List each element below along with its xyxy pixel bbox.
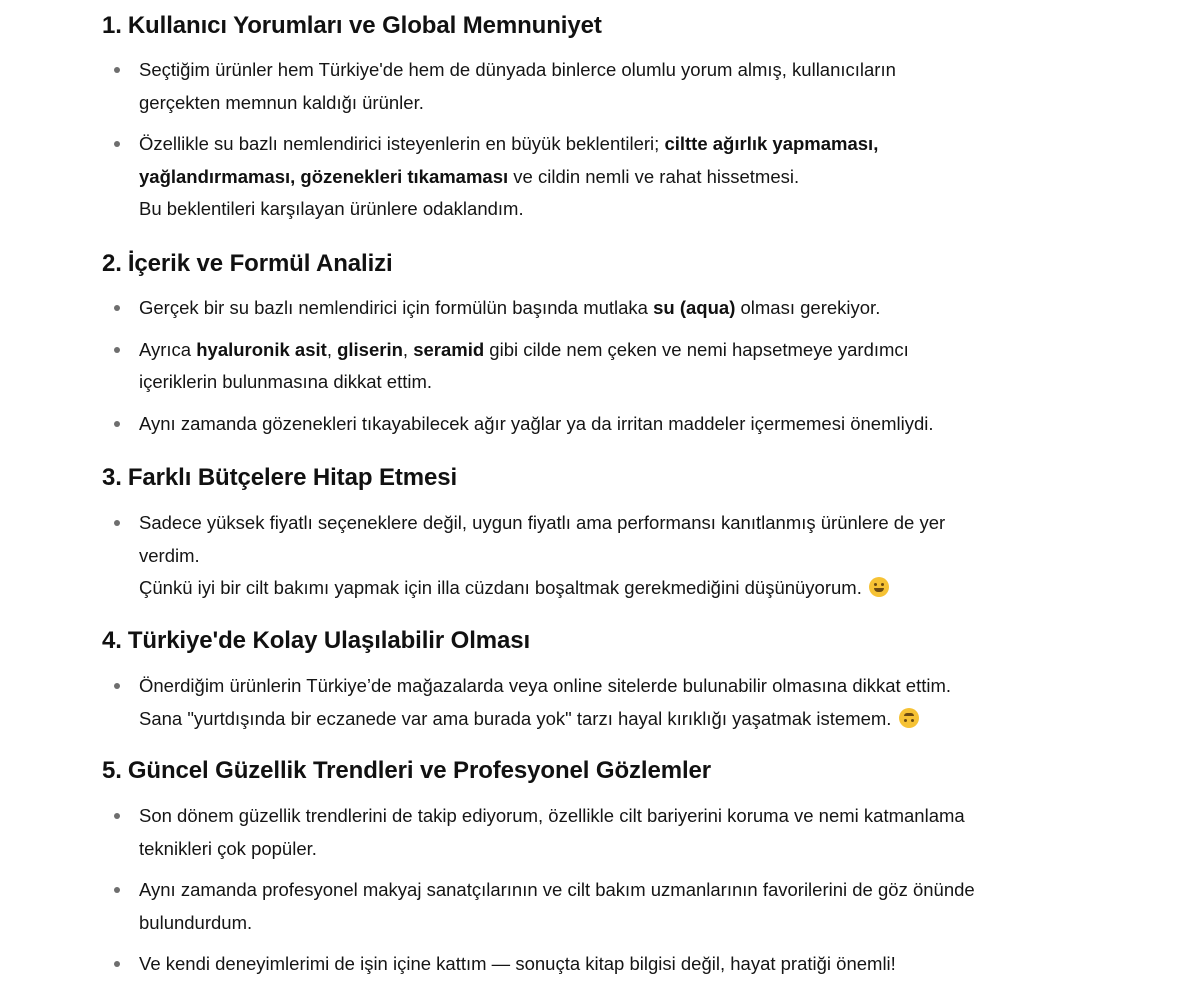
list-item <box>102 670 951 735</box>
bullet-list <box>102 670 951 735</box>
section-title: Farklı Bütçelere Hitap Etmesi <box>127 464 458 491</box>
list-item-text: Gerçek bir su bazlı nemlendirici için formülün başında mutlaka <box>139 297 654 318</box>
list-item-text: Sana "yurtdışında bir eczanede var ama burada yok" tarzı hayal kırıklığı yaşatmak istemem. <box>139 707 892 729</box>
list-item-text: teknikleri çok popüler. <box>139 837 317 859</box>
emphasis-text: gliserin <box>337 338 403 360</box>
list-item <box>102 292 934 325</box>
list-item <box>102 507 945 605</box>
separator: , <box>402 338 414 360</box>
list-item-text: Seçtiğim ürünler hem Türkiye'de hem de dünyada binlerce olumlu yorum almış, kullanıcıların <box>139 59 896 80</box>
bullet-list <box>102 54 896 226</box>
section-heading <box>102 463 457 493</box>
section-heading <box>102 11 602 41</box>
list-item-text: olması gerekiyor. <box>735 297 881 318</box>
list-item-text: ve cildin nemli ve rahat hissetmesi. <box>508 165 800 187</box>
list-item-text: Özellikle su bazlı nemlendirici isteyenlerin en büyük beklentileri; <box>139 133 665 154</box>
section-title: Türkiye'de Kolay Ulaşılabilir Olması <box>127 627 531 654</box>
emphasis-text: hyaluronik asit <box>196 338 327 360</box>
list-item-text: gibi cilde nem çeken ve nemi hapsetmeye yardımcı <box>484 338 909 360</box>
bullet-list <box>102 292 934 440</box>
section-heading <box>102 249 393 279</box>
list-item <box>102 334 934 399</box>
section-number: 2. <box>102 250 122 277</box>
section-number: 5. <box>102 757 122 784</box>
list-item <box>102 54 896 119</box>
separator: , <box>326 338 338 360</box>
list-item-text: Ve kendi deneyimlerimi de işin içine kattım — sonuçta kitap bilgisi değil, hayat pratiği önemli! <box>139 953 896 974</box>
section-number: 3. <box>102 464 122 491</box>
section-title: Kullanıcı Yorumları ve Global Memnuniyet <box>127 12 602 39</box>
list-item-text: verdim. <box>139 544 200 566</box>
list-item <box>102 948 975 981</box>
section-title: İçerik ve Formül Analizi <box>127 250 393 277</box>
upside-down-face-icon <box>899 708 919 728</box>
bullet-list <box>102 800 975 981</box>
emphasis-text: ciltte ağırlık yapmaması, <box>664 133 879 154</box>
list-item <box>102 800 975 865</box>
list-item-text: Aynı zamanda gözenekleri tıkayabilecek ağır yağlar ya da irritan maddeler içermemesi önemliydi. <box>139 412 934 434</box>
section-heading <box>102 626 530 656</box>
section-title: Güncel Güzellik Trendleri ve Profesyonel Gözlemler <box>127 757 712 784</box>
section-number: 4. <box>102 627 122 654</box>
list-item-text: Bu beklentileri karşılayan ürünlere odaklandım. <box>139 198 524 219</box>
list-item <box>102 874 975 939</box>
list-item-text: Aynı zamanda profesyonel makyaj sanatçılarının ve cilt bakım uzmanlarının favorilerini de göz önünde <box>139 879 975 900</box>
grinning-face-icon <box>869 577 889 597</box>
emphasis-text: seramid <box>413 338 485 360</box>
list-item-text: Çünkü iyi bir cilt bakımı yapmak için illa cüzdanı boşaltmak gerekmediğini düşünüyorum. <box>139 577 862 598</box>
list-item-text: içeriklerin bulunmasına dikkat ettim. <box>139 371 433 392</box>
list-item-text: Sadece yüksek fiyatlı seçeneklere değil, uygun fiyatlı ama performansı kanıtlanmış ürünlere de yer <box>139 512 946 533</box>
emphasis-text: yağlandırmaması, gözenekleri tıkamaması <box>139 165 509 187</box>
list-item-text: Önerdiğim ürünlerin Türkiye’de mağazalarda veya online sitelerde bulunabilir olmasına dikkat ettim. <box>139 675 952 696</box>
section-number: 1. <box>102 12 122 39</box>
list-item-text: bulundurdum. <box>139 911 253 933</box>
list-item <box>102 408 934 441</box>
section-heading <box>102 756 711 786</box>
list-item-text: Ayrıca <box>139 338 197 360</box>
emphasis-text: su (aqua) <box>653 297 736 318</box>
list-item-text: Son dönem güzellik trendlerini de takip ediyorum, özellikle cilt bariyerini koruma ve nemi katmanlama <box>139 805 965 826</box>
bullet-list <box>102 507 945 605</box>
list-item <box>102 128 896 226</box>
list-item-text: gerçekten memnun kaldığı ürünler. <box>139 91 424 113</box>
